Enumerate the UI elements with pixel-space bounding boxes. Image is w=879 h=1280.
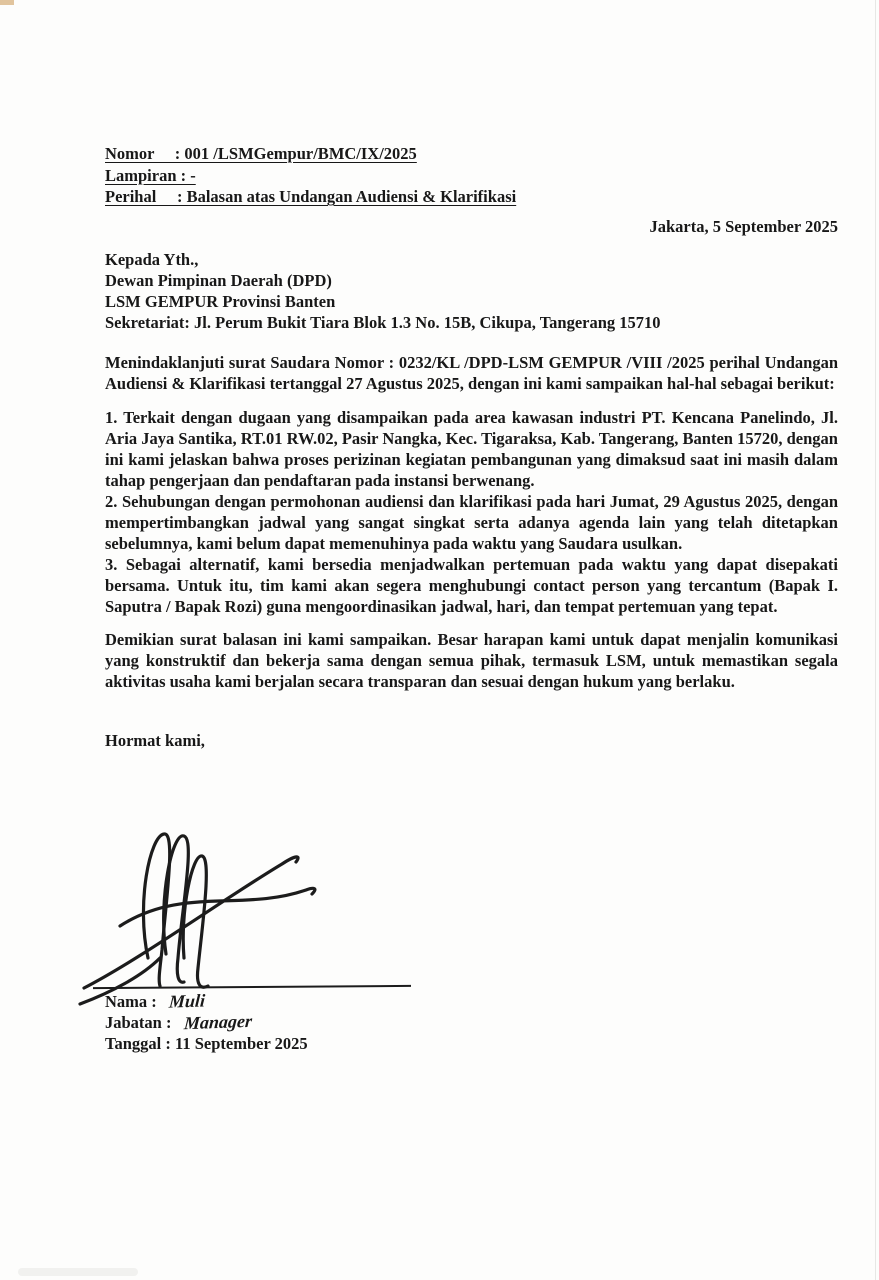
title-handwritten-value: Manager [182,1010,253,1034]
numbered-point-2: 2. Sehubungan dengan permohonan audiensi dan klarifikasi pada hari Jumat, 29 Agustus 2025, dengan mempertimbangkan jadwal yang sangat singkat serta adanya agenda lain yang telah ditetapkan sebelumnya, kami belum dapat memenuhinya pada waktu yang Saudara usulkan. [105,492,838,553]
name-handwritten-value: Muli [168,990,206,1012]
recipient-address: Sekretariat: Jl. Perum Bukit Tiara Blok 1.3 No. 15B, Cikupa, Tangerang 15710 [105,313,661,332]
recipient-org-line1: Dewan Pimpinan Daerah (DPD) [105,271,332,290]
numbered-points-block [105,407,838,617]
date-label: Tanggal : [105,1034,175,1053]
letter-meta-block [105,143,838,208]
scan-artifact-edge [875,0,876,1280]
opening-paragraph: Menindaklanjuti surat Saudara Nomor : 0232/KL /DPD-LSM GEMPUR /VIII /2025 perihal Undangan Audiensi & Klarifikasi tertanggal 27 Agustus 2025, dengan ini kami sampaikan hal-hal sebagai berikut: [105,353,838,393]
signature-scribble-icon [62,808,482,1008]
numbered-point-1: 1. Terkait dengan dugaan yang disampaikan pada area kawasan industri PT. Kencana Panelindo, Jl. Aria Jaya Santika, RT.01 RW.02, Pasir Nangka, Kec. Tigaraksa, Kab. Tangerang, Banten 15720, dengan ini kami jelaskan bahwa proses perizinan kegiatan pembangunan yang dimaksud saat ini masih dalam tahap pengerjaan dan pendaftaran pada instansi berwenang. [105,408,838,490]
letter-number-line: Nomor : 001 /LSMGempur/BMC/IX/2025 [105,144,417,163]
recipient-org-line2: LSM GEMPUR Provinsi Banten [105,292,336,311]
attachment-line: Lampiran : - [105,165,196,185]
name-label: Nama : [105,992,161,1011]
numbered-point-3: 3. Sebagai alternatif, kami bersedia menjadwalkan pertemuan pada waktu yang dapat disepakati bersama. Untuk itu, tim kami akan segera menghubungi contact person yang tercantum (Bapak I. Saputra / Bapak Rozi) guna mengoordinasikan jadwal, hari, dan tempat pertemuan yang tepat. [105,555,838,616]
recipient-salutation: Kepada Yth., [105,250,199,269]
date-value: 11 September 2025 [175,1034,308,1053]
subject-line: Perihal : Balasan atas Undangan Audiensi & Klarifikasi [105,187,517,206]
date-row [105,1033,838,1054]
closing-paragraph: Demikian surat balasan ini kami sampaikan. Besar harapan kami untuk dapat menjalin komunikasi yang konstruktif dan bekerja sama dengan semua pihak, termasuk LSM, untuk memastikan segala aktivitas usaha kami berjalan secara transparan dan sesuai dengan hukum yang berlaku. [105,630,838,691]
recipient-block [105,249,838,333]
signoff-block [105,991,838,1054]
title-row [105,1012,838,1033]
name-row [105,991,838,1012]
handwritten-signature [62,808,482,1008]
closing-salutation: Hormat kami, [105,731,205,750]
scan-artifact-speck [0,0,14,5]
scan-artifact-smudge [18,1268,138,1276]
date-line: Jakarta, 5 September 2025 [649,217,838,236]
title-label: Jabatan : [105,1013,176,1032]
